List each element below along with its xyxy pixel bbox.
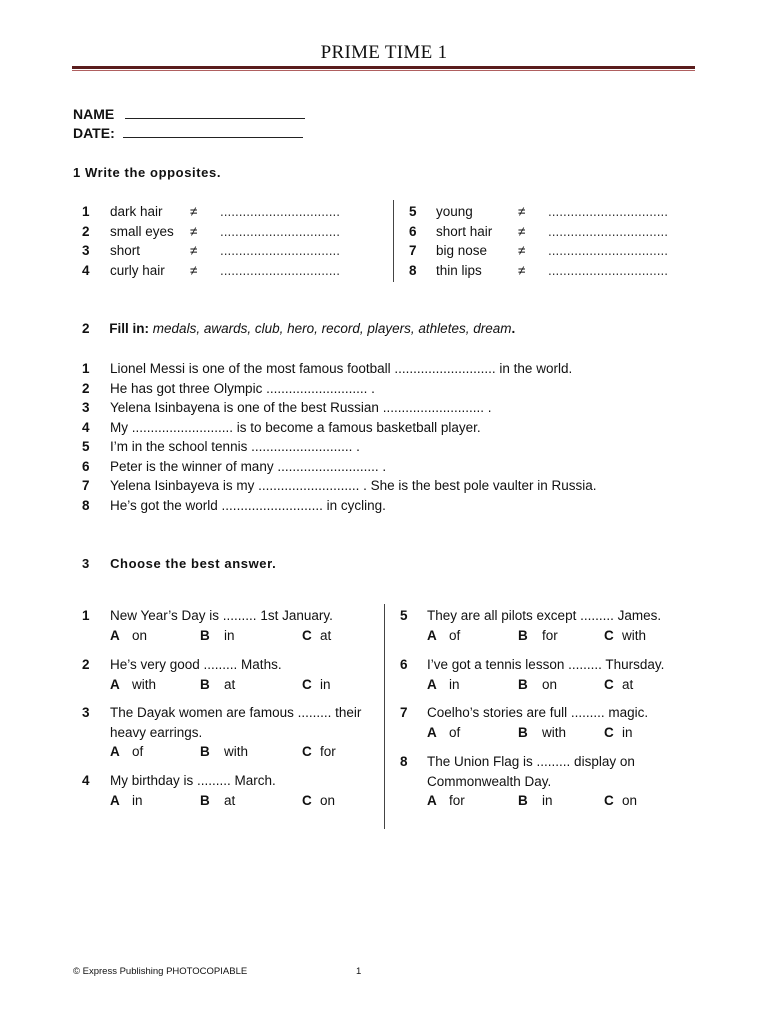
section3-heading [82, 556, 276, 571]
question-block [400, 655, 700, 694]
list-item [82, 496, 702, 516]
option-b[interactable]: on [542, 676, 558, 692]
option-letter-a: A [427, 724, 437, 740]
question-line [400, 655, 700, 675]
item-sentence[interactable]: My ........................... is to become a famous basketball player. [110, 419, 481, 435]
options-row [400, 675, 700, 695]
option-a[interactable]: on [132, 627, 148, 643]
list-item [82, 476, 702, 496]
options-row [400, 626, 700, 646]
answer-blank[interactable]: ................................ [220, 262, 341, 278]
option-c[interactable]: in [622, 724, 633, 740]
list-item [82, 437, 702, 457]
option-letter-c: C [604, 627, 614, 643]
item-number: 7 [409, 243, 417, 258]
section1-right-column [409, 202, 699, 280]
item-number: 4 [82, 419, 90, 435]
option-c[interactable]: on [622, 793, 638, 808]
list-item [82, 202, 382, 222]
section3-number: 3 [82, 556, 90, 571]
list-item [409, 222, 699, 242]
question-number: 1 [82, 608, 90, 623]
options-row [82, 675, 382, 695]
item-number: 3 [82, 400, 90, 415]
section3-divider [384, 604, 385, 829]
question-line [400, 703, 700, 723]
question-block [400, 703, 700, 742]
option-b[interactable]: with [542, 724, 567, 740]
answer-blank[interactable]: ................................ [220, 243, 341, 258]
item-sentence[interactable]: He’s got the world ........................... in cycling. [110, 497, 386, 513]
section1-heading: 1 Write the opposites. [73, 165, 222, 180]
option-letter-b: B [200, 744, 210, 759]
item-number: 6 [82, 458, 90, 474]
item-word: small eyes [110, 223, 174, 239]
options-row [400, 723, 700, 743]
list-item [82, 418, 702, 438]
option-letter-c: C [302, 676, 312, 692]
item-number: 3 [82, 243, 90, 258]
item-word: young [436, 204, 473, 219]
answer-blank[interactable]: ................................ [548, 204, 669, 219]
option-letter-a: A [427, 793, 437, 808]
question-block [82, 703, 382, 762]
item-number: 4 [82, 262, 90, 278]
list-item [82, 261, 382, 281]
section2-list [82, 359, 702, 515]
question-block [400, 606, 700, 645]
question-text: Coelho’s stories are full ......... magic. [427, 705, 649, 720]
not-equal-sign: ≠ [518, 204, 526, 219]
option-letter-b: B [200, 676, 210, 692]
list-item [82, 398, 702, 418]
option-letter-b: B [518, 676, 528, 692]
item-sentence[interactable]: Yelena Isinbayeva is my ........................... . She is the best pole vaulter in Russia. [110, 478, 597, 493]
option-letter-a: A [427, 627, 437, 643]
item-number: 2 [82, 223, 90, 239]
question-text: My birthday is ......... March. [110, 773, 276, 788]
option-letter-c: C [604, 676, 614, 692]
option-b[interactable]: at [224, 676, 236, 692]
list-item [409, 241, 699, 261]
question-text-continued: Commonwealth Day. [427, 773, 552, 789]
option-b[interactable]: at [224, 792, 236, 808]
option-a[interactable]: in [132, 792, 143, 808]
question-line [82, 723, 382, 743]
option-a[interactable]: of [449, 724, 461, 740]
item-number: 1 [82, 361, 90, 376]
question-block [82, 771, 382, 810]
question-number: 6 [400, 657, 408, 672]
section2-label: Fill in: [109, 321, 150, 336]
option-letter-b: B [518, 793, 528, 808]
question-text: New Year’s Day is ......... 1st January. [110, 608, 333, 623]
question-number: 2 [82, 657, 90, 672]
item-sentence[interactable]: Peter is the winner of many ........................... . [110, 458, 387, 474]
question-line [82, 655, 382, 675]
item-word: big nose [436, 243, 488, 258]
item-word: curly hair [110, 262, 165, 278]
item-number: 7 [82, 478, 90, 493]
list-item [82, 222, 382, 242]
option-c[interactable]: for [320, 744, 336, 759]
question-text-continued: heavy earrings. [110, 724, 203, 740]
options-row [400, 791, 700, 811]
option-letter-c: C [302, 792, 312, 808]
section3-title: Choose the best answer. [110, 556, 277, 571]
option-c[interactable]: in [320, 676, 331, 692]
answer-blank[interactable]: ................................ [220, 204, 341, 219]
option-b[interactable]: in [224, 627, 235, 643]
question-text: The Union Flag is ......... display on [427, 754, 635, 769]
date-blank[interactable] [123, 126, 303, 138]
list-item [409, 202, 699, 222]
option-a[interactable]: of [449, 627, 461, 643]
answer-blank[interactable]: ................................ [548, 262, 669, 278]
section1-left-column [82, 202, 382, 280]
item-sentence[interactable]: Yelena Isinbayena is one of the best Russian ........................... . [110, 400, 492, 415]
item-number: 5 [409, 204, 417, 219]
options-row [82, 626, 382, 646]
item-number: 1 [82, 204, 90, 219]
not-equal-sign: ≠ [518, 243, 526, 258]
list-item [409, 261, 699, 281]
options-row [82, 791, 382, 811]
option-a[interactable]: of [132, 744, 144, 759]
option-b[interactable]: for [542, 627, 558, 643]
section2-period: . [511, 321, 516, 336]
option-letter-a: A [427, 676, 437, 692]
section2-word-bank: medals, awards, club, hero, record, players, athletes, dream [152, 321, 512, 336]
option-b[interactable]: with [224, 744, 249, 759]
list-item [82, 359, 702, 379]
option-letter-a: A [110, 744, 120, 759]
question-line [400, 752, 700, 772]
not-equal-sign: ≠ [190, 262, 198, 278]
date-field[interactable] [73, 125, 303, 143]
answer-blank[interactable]: ................................ [548, 223, 669, 239]
item-word: short hair [436, 223, 493, 239]
list-item [82, 379, 702, 399]
item-number: 6 [409, 223, 417, 239]
page-title: PRIME TIME 1 [320, 42, 448, 63]
question-block [400, 752, 700, 811]
option-letter-c: C [302, 744, 312, 759]
item-sentence[interactable]: I’m in the school tennis ........................... . [110, 439, 360, 454]
item-word: thin lips [436, 262, 482, 278]
option-c[interactable]: with [622, 627, 647, 643]
question-line [82, 771, 382, 791]
option-c[interactable]: at [320, 627, 332, 643]
option-letter-b: B [200, 627, 210, 643]
question-line [400, 606, 700, 626]
option-c[interactable]: at [622, 676, 634, 692]
item-word: dark hair [110, 204, 163, 219]
list-item [82, 241, 382, 261]
option-letter-c: C [302, 627, 312, 643]
footer-publisher: © Express Publishing PHOTOCOPIABLE [73, 966, 248, 977]
item-sentence[interactable]: Lionel Messi is one of the most famous football ........................... in the world. [110, 361, 573, 376]
question-number: 4 [82, 773, 90, 788]
header-rule-bottom [72, 70, 695, 71]
item-sentence[interactable]: He has got three Olympic ........................... . [110, 380, 375, 396]
question-line [400, 772, 700, 792]
item-number: 2 [82, 380, 90, 396]
item-number: 5 [82, 439, 90, 454]
option-a[interactable]: with [132, 676, 157, 692]
item-number: 8 [409, 262, 417, 278]
option-letter-b: B [200, 792, 210, 808]
not-equal-sign: ≠ [190, 223, 198, 239]
question-number: 8 [400, 754, 408, 769]
question-text: They are all pilots except ......... James. [427, 608, 662, 623]
section1-divider [393, 200, 394, 282]
name-label: NAME [73, 106, 115, 122]
question-number: 3 [82, 705, 90, 720]
option-letter-c: C [604, 724, 614, 740]
option-letter-a: A [110, 676, 120, 692]
question-number: 5 [400, 608, 408, 623]
question-text: He’s very good ......... Maths. [110, 657, 282, 672]
section2-heading [82, 321, 515, 336]
option-letter-b: B [518, 724, 528, 740]
not-equal-sign: ≠ [190, 243, 198, 258]
name-blank[interactable] [125, 107, 305, 119]
answer-blank[interactable]: ................................ [548, 243, 669, 258]
option-letter-a: A [110, 627, 120, 643]
option-letter-c: C [604, 793, 614, 808]
question-block [82, 606, 382, 645]
option-a[interactable]: for [449, 793, 465, 808]
question-number: 7 [400, 705, 408, 720]
list-item [82, 457, 702, 477]
question-block [82, 655, 382, 694]
not-equal-sign: ≠ [190, 204, 198, 219]
question-line [82, 606, 382, 626]
option-letter-a: A [110, 792, 120, 808]
question-text: I’ve got a tennis lesson ......... Thursday. [427, 657, 665, 672]
option-a[interactable]: in [449, 676, 460, 692]
question-line [82, 703, 382, 723]
not-equal-sign: ≠ [518, 262, 526, 278]
name-field[interactable] [73, 106, 305, 124]
date-label: DATE: [73, 125, 115, 141]
header-rule-top [72, 66, 695, 69]
option-c[interactable]: on [320, 792, 336, 808]
option-b[interactable]: in [542, 793, 553, 808]
section2-number: 2 [82, 321, 90, 336]
not-equal-sign: ≠ [518, 223, 526, 239]
answer-blank[interactable]: ................................ [220, 223, 341, 239]
options-row [82, 742, 382, 762]
question-text: The Dayak women are famous ......... their [110, 705, 362, 720]
item-word: short [110, 243, 141, 258]
option-letter-b: B [518, 627, 528, 643]
footer-page-number: 1 [356, 966, 362, 977]
item-number: 8 [82, 497, 90, 513]
